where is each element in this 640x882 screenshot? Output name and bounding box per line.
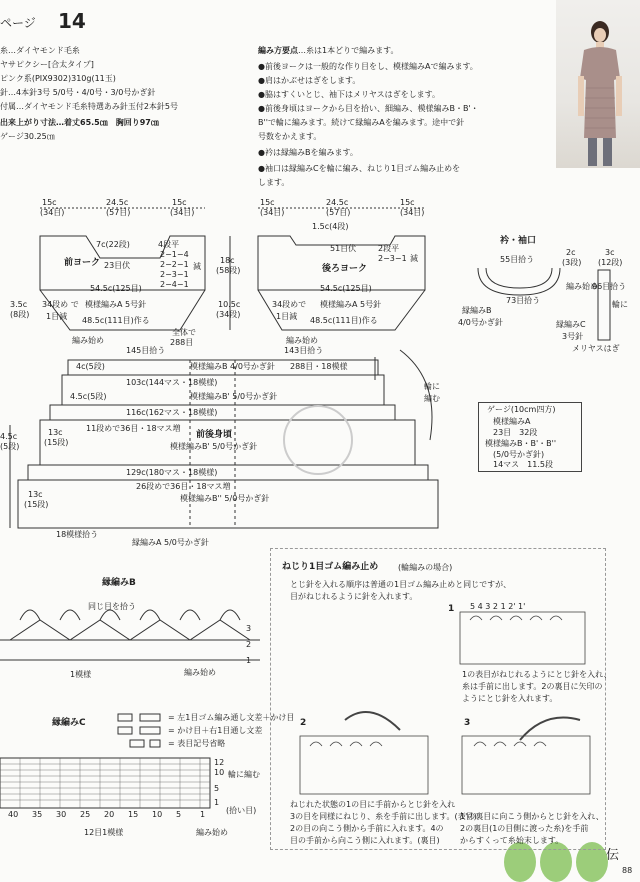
instruction-step: ●前後ヨークは一般的な作り目をし、模様編みAで編みます。 (258, 62, 478, 71)
body-circ: 全体で (172, 328, 196, 337)
front-neck-depth: 7c(22段) (96, 240, 130, 249)
twist-rib-step-num: 2 (300, 718, 307, 728)
twist-rib-step3: 2の裏目(1の目側に渡った糸)を手前 (460, 824, 589, 833)
body-row: 18模様拾う (56, 530, 99, 539)
edging-c-legend: = 表目記号省略 (168, 739, 226, 748)
twist-rib-intro: 目がねじれるように針を入れます。 (290, 592, 418, 601)
body-row: 模様編みB'' 5/0号かぎ針 (180, 494, 270, 503)
gauge-line: 模様編みA (493, 417, 531, 426)
twist-rib-step3: からすくって糸始末します。 (460, 836, 564, 845)
body-row: 縁編みA 5/0号かぎ針 (132, 538, 209, 547)
gauge-line: (5/0号かぎ針) (493, 450, 545, 459)
body-side: 4.5c (0, 432, 18, 441)
edging-c-axis: 25 (80, 810, 91, 819)
back-bottom: 48.5c(111目)作る (310, 316, 378, 325)
edging-c-axis: 40 (8, 810, 19, 819)
body-row: 模様編みB 4/0号かぎ針 (190, 362, 275, 371)
twist-rib-step2: ねじれた状態の1の目に手前からとじ針を入れ (290, 800, 456, 809)
instructions-title: 編み方要点 (258, 46, 298, 55)
back-neck-cast: 51目伏 (330, 244, 357, 253)
front-width-left-sts: (34目) (40, 208, 65, 217)
collar-label: 3号針 (562, 332, 584, 341)
edging-c-label: 12目1模様 (84, 828, 124, 837)
edging-c-legend: = かけ目＋右1目通し文差 (168, 726, 263, 735)
front-neck-dec: 減 (193, 262, 201, 271)
back-width-left-sts: (34目) (260, 208, 285, 217)
edging-c-axis: 20 (104, 810, 115, 819)
body-row: 13c (28, 490, 43, 499)
front-neck-step: 2−4−1 (160, 280, 189, 289)
yoke-height-rows: (58段) (216, 266, 241, 275)
materials-line: ピンク系(PIX9302)310g(11玉) (0, 74, 116, 83)
back-width-right-sts: (34目) (400, 208, 425, 217)
instruction-step: ●衿は縁編みBを編みます。 (258, 148, 358, 157)
instruction-step: します。 (258, 178, 290, 187)
edging-b-label: 同じ目を拾う (88, 602, 136, 611)
materials-line: 糸…ダイヤモンド毛糸 (0, 46, 80, 55)
instruction-step: ●肩はかぶせはぎをします。 (258, 76, 361, 85)
back-width-right: 15c (400, 198, 415, 207)
body-row: (15段) (24, 500, 49, 509)
body-circ-sts: 288目 (170, 338, 194, 347)
instruction-step: ●袖口は縁編みCを輪に編み、ねじり1目ゴム編み止めを (258, 164, 461, 173)
back-width: 54.5c(125目) (320, 284, 372, 293)
page-number: 14 (58, 9, 86, 33)
body-row: 模様編みB' 5/0号かぎ針 (170, 442, 258, 451)
body-row: 288目・18模様 (290, 362, 348, 371)
edging-b-row: 3 (246, 624, 252, 633)
body-row: 4.5c(5段) (70, 392, 107, 401)
front-side-note: 1目減 (46, 312, 68, 321)
edging-b-label: 1模様 (70, 670, 92, 679)
finished-size: 出来上がり寸法…着丈65.5㎝ 胸回り97㎝ (0, 118, 159, 127)
collar-label: 2c (566, 248, 576, 257)
front-neck-step: 4段平 (158, 240, 180, 249)
instruction-step: 号数をかえます。 (258, 132, 322, 141)
materials-line: 付属…ダイヤモンド毛糸特選あみ針玉付2本針5号 (0, 102, 179, 111)
body-start: 編み始め (72, 336, 104, 345)
edging-c-axis: 10 (152, 810, 163, 819)
edging-c-label: (拾い目) (226, 806, 257, 815)
edging-c-row: 5 (214, 784, 220, 793)
instructions-lead: …糸は1本どりで編みます。 (298, 46, 399, 55)
front-bottom: 48.5c(111目)作る (82, 316, 150, 325)
body-row: 4c(5段) (76, 362, 105, 371)
front-width-mid-sts: (57目) (106, 208, 131, 217)
body-pick-back: 143目拾う (284, 346, 324, 355)
front-width-right-sts: (34目) (170, 208, 195, 217)
twist-rib-step2: 3の目を同様にねじり、糸を手前に出します。(表目) (290, 812, 477, 821)
edging-c-axis: 5 (176, 810, 182, 819)
yoke-height: 18c (220, 256, 235, 265)
edging-b-row: 1 (246, 656, 252, 665)
collar-label: 3c (605, 248, 615, 257)
gauge-line: 14マス 11.5段 (493, 460, 553, 469)
gauge-line: 模様編みB・B'・B'' (485, 439, 557, 448)
front-side-cm: 3.5c (10, 300, 28, 309)
collar-label: 輪に (612, 300, 628, 309)
edging-c-row: 1 (214, 798, 220, 807)
edging-b-label: 編み始め (184, 668, 216, 677)
gauge-box (478, 402, 582, 472)
collar-label: 73目拾う (506, 296, 541, 305)
edging-c-axis: 15 (128, 810, 139, 819)
body-row: 116c(162マス・18模様) (126, 408, 218, 417)
front-neck-cast: 23目伏 (104, 261, 131, 270)
front-pattern: 模様編みA 5号針 (85, 300, 147, 309)
body-row: 模様編みB' 5/0号かぎ針 (190, 392, 278, 401)
back-neck-step: 2−3−1 (378, 254, 407, 263)
collar-label: 96目拾う (592, 282, 627, 291)
front-yoke-title: 前ヨーク (64, 258, 101, 268)
back-side-note: 1目減 (276, 312, 298, 321)
page-footer: 88 (622, 866, 633, 875)
edging-c-axis: 1 (200, 810, 206, 819)
twist-rib-step1: 糸は手前に出します。2の裏目に矢印の (462, 682, 603, 691)
front-side-rows: (8段) (10, 310, 30, 319)
collar-label: (3段) (562, 258, 582, 267)
front-width-mid: 24.5c (106, 198, 129, 207)
back-width-mid: 24.5c (326, 198, 349, 207)
back-width-mid-sts: (57目) (326, 208, 351, 217)
back-neck-dec: 減 (410, 254, 418, 263)
yoke-lower-rows: (34段) (216, 310, 241, 319)
edging-c-row: 10 (214, 768, 225, 777)
back-yoke-title: 後ろヨーク (322, 264, 368, 274)
materials-line: ヤサピクシー[合太タイプ] (0, 60, 94, 69)
twist-rib-title: ねじり1目ゴム編み止め (282, 562, 379, 572)
instruction-step: B''で輪に編みます。続けて縁編みAを編みます。途中で針 (258, 118, 465, 127)
edging-b-title: 縁編みB (102, 578, 136, 588)
collar-label: 編み始め (566, 282, 598, 291)
gauge-title: ゲージ(10cm四方) (487, 405, 556, 414)
instruction-step: ●前後身頃はヨークから目を拾い、細編み、模様編みB・B'・ (258, 104, 479, 113)
needle-nums: 5 4 3 2 1 2' 1' (470, 602, 526, 611)
front-side-note: 34段め で (42, 300, 79, 309)
twist-rib-intro: とじ針を入れる順序は普通の1目ゴム編み止めと同じですが、 (290, 580, 512, 589)
body-pick-back-start: 編み始め (286, 336, 318, 345)
materials-line: ゲージ30.25㎝ (0, 132, 55, 141)
body-loop: 編む (424, 394, 440, 403)
body-title: 前後身頃 (196, 430, 233, 440)
body-row: 26段めで36目・18マス増 (136, 482, 231, 491)
body-pick-front: 145目拾う (126, 346, 166, 355)
corner-mark: 伝 (606, 848, 620, 863)
edging-c-row: 12 (214, 758, 225, 767)
edging-c-axis: 35 (32, 810, 43, 819)
collar-title: 衿・袖口 (500, 236, 537, 246)
yoke-lower: 10.5c (218, 300, 241, 309)
edging-c-legend: = 左1目ゴム編み通し文差＋かけ目 (168, 713, 295, 722)
front-neck-step: 2−1−4 (160, 250, 189, 259)
body-row: 103c(144マス・18模様) (126, 378, 218, 387)
edging-c-label: 編み始め (196, 828, 228, 837)
collar-label: 縁編みB (462, 306, 492, 315)
front-width: 54.5c(125目) (90, 284, 142, 293)
edging-b-row: 2 (246, 640, 252, 649)
edging-c-axis: 30 (56, 810, 67, 819)
collar-label: メリヤスはぎ (572, 344, 620, 353)
instruction-step: ●脇はすくいとじ、袖下はメリヤスはぎをします。 (258, 90, 441, 99)
front-neck-step: 2−3−1 (160, 270, 189, 279)
materials-line: 針…4本針3号 5/0号・4/0号・3/0号かぎ針 (0, 88, 156, 97)
twist-rib-step3: 1'の裏目に向こう側からとじ針を入れ、 (460, 812, 604, 821)
twist-rib-subtitle: (輪編みの場合) (398, 563, 453, 572)
twist-rib-step1: ようにとじ針を入れます。 (462, 694, 558, 703)
page-label: ページ (0, 16, 36, 30)
twist-rib-step2: 2の目の向こう側から手前に入れます。4の (290, 824, 444, 833)
collar-label: 縁編みC (556, 320, 586, 329)
back-side-note: 34段めで (272, 300, 307, 309)
body-row: 129c(180マス・18模様) (126, 468, 218, 477)
collar-label: 55目拾う (500, 255, 535, 264)
collar-label: 4/0号かぎ針 (458, 318, 503, 327)
gauge-line: 23目 32段 (493, 428, 538, 437)
back-neck-step: 2段平 (378, 244, 400, 253)
back-neck-depth: 1.5c(4段) (312, 222, 349, 231)
body-row: 13c (48, 428, 63, 437)
body-row: 11段めで36目・18マス増 (86, 424, 181, 433)
twist-rib-step1: 1の表目がねじれるようにとじ針を入れ、 (462, 670, 612, 679)
edging-c-title: 縁編みC (52, 718, 86, 728)
twist-rib-step-num: 1 (448, 604, 455, 614)
back-pattern: 模様編みA 5号針 (320, 300, 382, 309)
front-width-right: 15c (172, 198, 187, 207)
body-side-rows: (5段) (0, 442, 20, 451)
twist-rib-step2: 目の手前から向こう側に入れます。(裏目) (290, 836, 440, 845)
collar-label: (12段) (598, 258, 623, 267)
front-width-left: 15c (42, 198, 57, 207)
twist-rib-step-num: 3 (464, 718, 471, 728)
body-row: (15段) (44, 438, 69, 447)
edging-c-label: 輪に編む (228, 770, 260, 779)
back-width-left: 15c (260, 198, 275, 207)
front-neck-step: 2−2−1 (160, 260, 189, 269)
body-loop: 輪に (424, 382, 440, 391)
